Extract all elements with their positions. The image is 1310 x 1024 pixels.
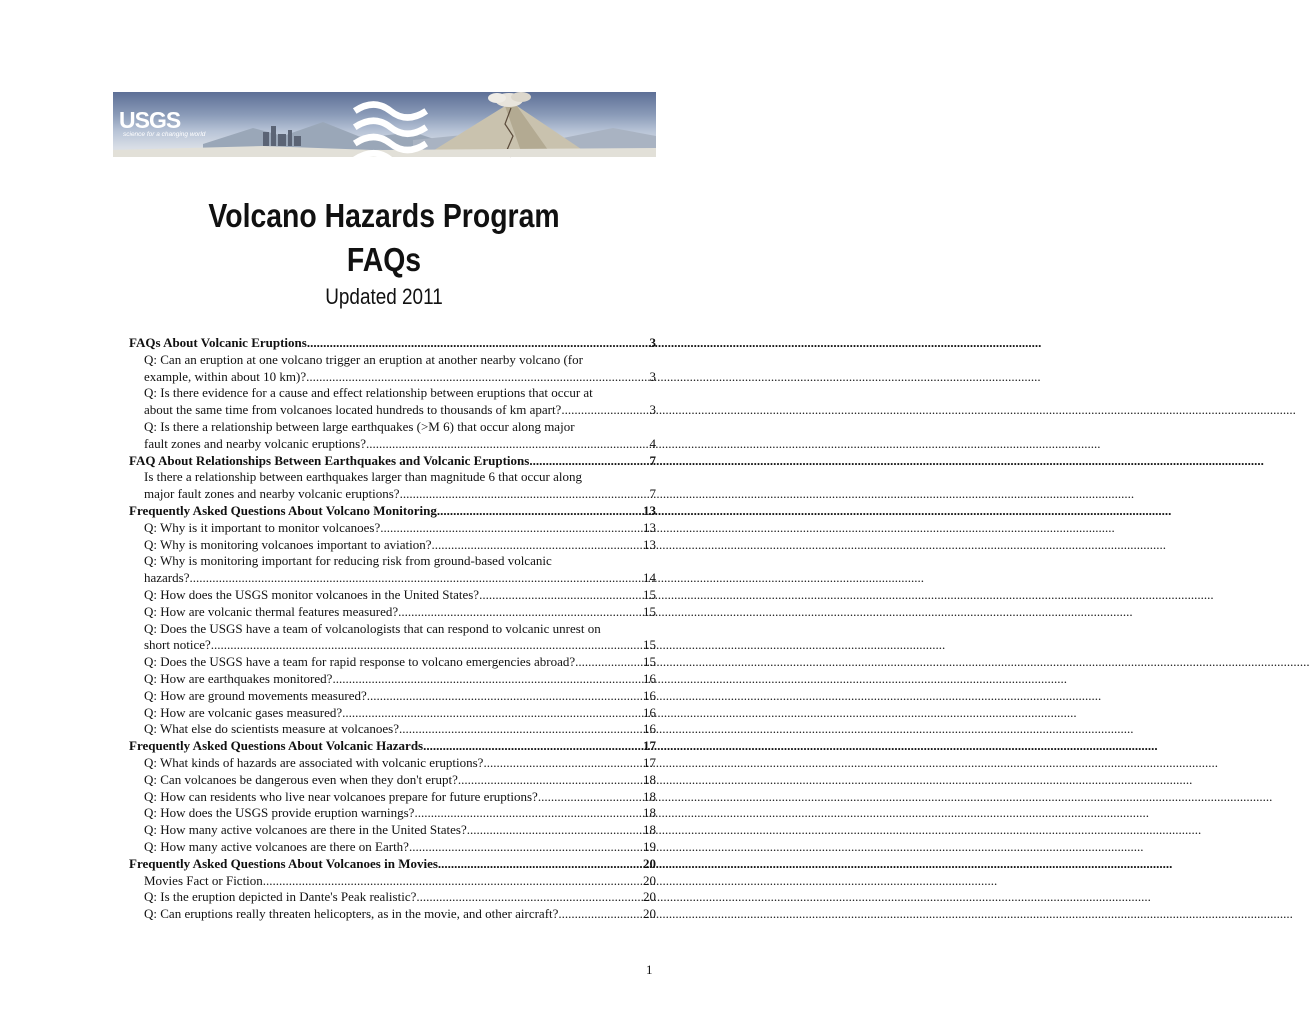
- toc-dot-leader: [211, 637, 643, 654]
- toc-page-number: 16: [643, 721, 656, 737]
- toc-question-entry[interactable]: [129, 805, 656, 822]
- toc-section-entry[interactable]: [129, 856, 656, 873]
- toc-dot-leader: [529, 453, 649, 470]
- toc-entry-text: Q: How many active volcanoes are there on Earth?: [144, 838, 409, 854]
- toc-question-entry[interactable]: [129, 839, 656, 856]
- table-of-contents: [129, 335, 656, 923]
- toc-question-entry[interactable]: [129, 352, 656, 369]
- toc-entry-text: Q: How does the USGS monitor volcanoes in the United States?: [144, 586, 480, 602]
- toc-dot-leader: [558, 906, 643, 923]
- toc-question-entry[interactable]: [129, 604, 656, 621]
- toc-entry-text: Q: Can volcanoes be dangerous even when they don't erupt?: [144, 771, 458, 787]
- toc-question-entry[interactable]: [129, 553, 656, 570]
- toc-dot-leader: [398, 604, 643, 621]
- toc-entry-text: Q: Does the USGS have a team of volcanologists that can respond to volcanic unrest on: [144, 620, 601, 636]
- toc-question-entry[interactable]: [129, 654, 656, 671]
- toc-entry-text: short notice?: [144, 637, 211, 653]
- toc-question-entry[interactable]: [129, 688, 656, 705]
- logo-text: USGS: [119, 106, 181, 133]
- toc-entry-text: Q: Is there evidence for a cause and effect relationship between eruptions that occur at: [144, 385, 593, 401]
- toc-question-entry[interactable]: [129, 789, 656, 806]
- toc-dot-leader: [414, 805, 643, 822]
- toc-entry-text: Q: How are ground movements measured?: [144, 687, 367, 703]
- toc-page-number: 17: [643, 738, 656, 754]
- toc-page-number: 16: [643, 687, 656, 703]
- toc-question-entry[interactable]: [129, 587, 656, 604]
- updated-date: Updated 2011: [325, 284, 443, 309]
- toc-entry-text: FAQ About Relationships Between Earthquakes and Volcanic Eruptions: [129, 452, 530, 468]
- toc-dot-leader: [458, 772, 643, 789]
- toc-page-number: 18: [643, 805, 656, 821]
- toc-section-entry[interactable]: [129, 335, 656, 352]
- toc-dot-leader: [306, 369, 649, 386]
- toc-question-entry[interactable]: [129, 873, 656, 890]
- toc-question-entry[interactable]: [129, 419, 656, 436]
- toc-section-entry[interactable]: [129, 453, 656, 470]
- toc-page-number: 20: [643, 906, 656, 922]
- toc-entry-text: Q: How are volcanic thermal features measured?: [144, 603, 399, 619]
- toc-page-number: 18: [643, 788, 656, 804]
- toc-entry-text: Q: How can residents who live near volcanoes prepare for future eruptions?: [144, 788, 538, 804]
- toc-page-number: 18: [643, 771, 656, 787]
- toc-entry-text: major fault zones and nearby volcanic eruptions?: [144, 486, 400, 502]
- toc-question-entry[interactable]: [129, 906, 656, 923]
- toc-page-number: 3: [649, 335, 656, 350]
- toc-question-entry[interactable]: [129, 402, 656, 419]
- toc-question-entry[interactable]: [129, 705, 656, 722]
- toc-question-entry[interactable]: [129, 486, 656, 503]
- toc-entry-text: example, within about 10 km)?: [144, 368, 307, 384]
- toc-question-entry[interactable]: [129, 621, 656, 638]
- toc-entry-text: Frequently Asked Questions About Volcanic Hazards: [129, 738, 424, 754]
- toc-question-entry[interactable]: [129, 755, 656, 772]
- toc-entry-text: Q: Why is it important to monitor volcanoes?: [144, 519, 381, 535]
- toc-page-number: 18: [643, 822, 656, 838]
- toc-dot-leader: [438, 856, 643, 873]
- toc-question-entry[interactable]: [129, 889, 656, 906]
- toc-section-entry[interactable]: [129, 503, 656, 520]
- toc-entry-text: hazards?: [144, 570, 190, 586]
- toc-dot-leader: [575, 654, 643, 671]
- toc-entry-text: FAQs About Volcanic Eruptions: [129, 335, 307, 350]
- toc-dot-leader: [423, 738, 643, 755]
- toc-entry-text: Q: What kinds of hazards are associated with volcanic eruptions?: [144, 754, 484, 770]
- toc-dot-leader: [332, 671, 643, 688]
- toc-question-entry[interactable]: [129, 369, 656, 386]
- toc-page-number: 14: [643, 570, 656, 586]
- toc-entry-text: Q: How are volcanic gases measured?: [144, 704, 343, 720]
- toc-dot-leader: [483, 755, 643, 772]
- toc-page-number: 13: [643, 536, 656, 552]
- toc-question-entry[interactable]: [129, 520, 656, 537]
- toc-dot-leader: [479, 587, 643, 604]
- toc-dot-leader: [416, 889, 643, 906]
- toc-entry-text: about the same time from volcanoes located hundreds to thousands of km apart?: [144, 402, 562, 418]
- toc-page-number: 16: [643, 670, 656, 686]
- toc-page-number: 15: [643, 654, 656, 670]
- toc-dot-leader: [561, 402, 649, 419]
- toc-dot-leader: [342, 705, 643, 722]
- toc-entry-text: Q: How does the USGS provide eruption warnings?: [144, 805, 415, 821]
- toc-page-number: 3: [649, 402, 656, 418]
- toc-page-number: 15: [643, 637, 656, 653]
- toc-entry-text: Is there a relationship between earthquakes larger than magnitude 6 that occur along: [144, 469, 582, 485]
- toc-question-entry[interactable]: [129, 537, 656, 554]
- usgs-wave-mark-icon: [119, 98, 662, 163]
- toc-question-entry[interactable]: [129, 570, 656, 587]
- toc-dot-leader: [432, 537, 643, 554]
- usgs-logo: [119, 98, 205, 148]
- toc-page-number: 4: [649, 435, 656, 451]
- toc-dot-leader: [307, 335, 650, 352]
- toc-page-number: 7: [649, 486, 656, 502]
- toc-dot-leader: [437, 503, 643, 520]
- toc-entry-text: Q: Is the eruption depicted in Dante's Peak realistic?: [144, 889, 417, 905]
- toc-dot-leader: [467, 822, 643, 839]
- toc-entry-text: Frequently Asked Questions About Volcanoes in Movies: [129, 855, 438, 871]
- toc-dot-leader: [538, 789, 643, 806]
- toc-entry-text: Q: Can eruptions really threaten helicopters, as in the movie, and other aircraft?: [144, 906, 559, 922]
- document-title: Volcano Hazards Program: [208, 197, 560, 234]
- toc-page-number: 13: [643, 519, 656, 535]
- toc-page-number: 13: [643, 502, 656, 518]
- toc-question-entry[interactable]: [129, 385, 656, 402]
- toc-page-number: 15: [643, 586, 656, 602]
- toc-entry-text: Q: How many active volcanoes are there in the United States?: [144, 822, 467, 838]
- toc-entry-text: Q: Why is monitoring important for reducing risk from ground-based volcanic: [144, 553, 552, 569]
- usgs-banner: [113, 92, 656, 157]
- toc-dot-leader: [380, 520, 643, 537]
- toc-question-entry[interactable]: [129, 637, 656, 654]
- toc-page-number: 20: [643, 855, 656, 871]
- toc-entry-text: Q: Is there a relationship between large earthquakes (>M 6) that occur along major: [144, 418, 575, 434]
- toc-dot-leader: [399, 721, 643, 738]
- toc-dot-leader: [366, 436, 650, 453]
- toc-question-entry[interactable]: [129, 469, 656, 486]
- toc-page-number: 20: [643, 889, 656, 905]
- toc-question-entry[interactable]: [129, 436, 656, 453]
- toc-page-number: 20: [643, 872, 656, 888]
- document-subtitle: FAQs: [346, 241, 422, 278]
- toc-entry-text: Frequently Asked Questions About Volcano Monitoring: [129, 502, 437, 518]
- toc-page-number: 19: [643, 838, 656, 854]
- toc-entry-text: Movies Fact or Fiction: [144, 872, 263, 888]
- toc-question-entry[interactable]: [129, 671, 656, 688]
- toc-page-number: 15: [643, 603, 656, 619]
- toc-entry-text: Q: What else do scientists measure at volcanoes?: [144, 721, 399, 737]
- toc-dot-leader: [189, 570, 643, 587]
- toc-entry-text: Q: How are earthquakes monitored?: [144, 670, 333, 686]
- page-number: 1: [646, 962, 653, 977]
- toc-page-number: 16: [643, 704, 656, 720]
- toc-dot-leader: [367, 688, 643, 705]
- toc-question-entry[interactable]: [129, 822, 656, 839]
- toc-page-number: 3: [649, 368, 656, 384]
- toc-section-entry[interactable]: [129, 738, 656, 755]
- logo-tagline: science for a changing world: [123, 130, 206, 138]
- toc-question-entry[interactable]: [129, 721, 656, 738]
- toc-dot-leader: [400, 486, 650, 503]
- toc-dot-leader: [409, 839, 643, 856]
- toc-entry-text: Q: Can an eruption at one volcano trigger an eruption at another nearby volcano (for: [144, 351, 583, 367]
- toc-question-entry[interactable]: [129, 772, 656, 789]
- toc-entry-text: fault zones and nearby volcanic eruptions?: [144, 435, 366, 451]
- toc-dot-leader: [263, 873, 643, 890]
- toc-entry-text: Q: Why is monitoring volcanoes important to aviation?: [144, 536, 432, 552]
- toc-entry-text: Q: Does the USGS have a team for rapid response to volcano emergencies abroad?: [144, 654, 576, 670]
- toc-page-number: 7: [649, 452, 656, 468]
- toc-page-number: 17: [643, 754, 656, 770]
